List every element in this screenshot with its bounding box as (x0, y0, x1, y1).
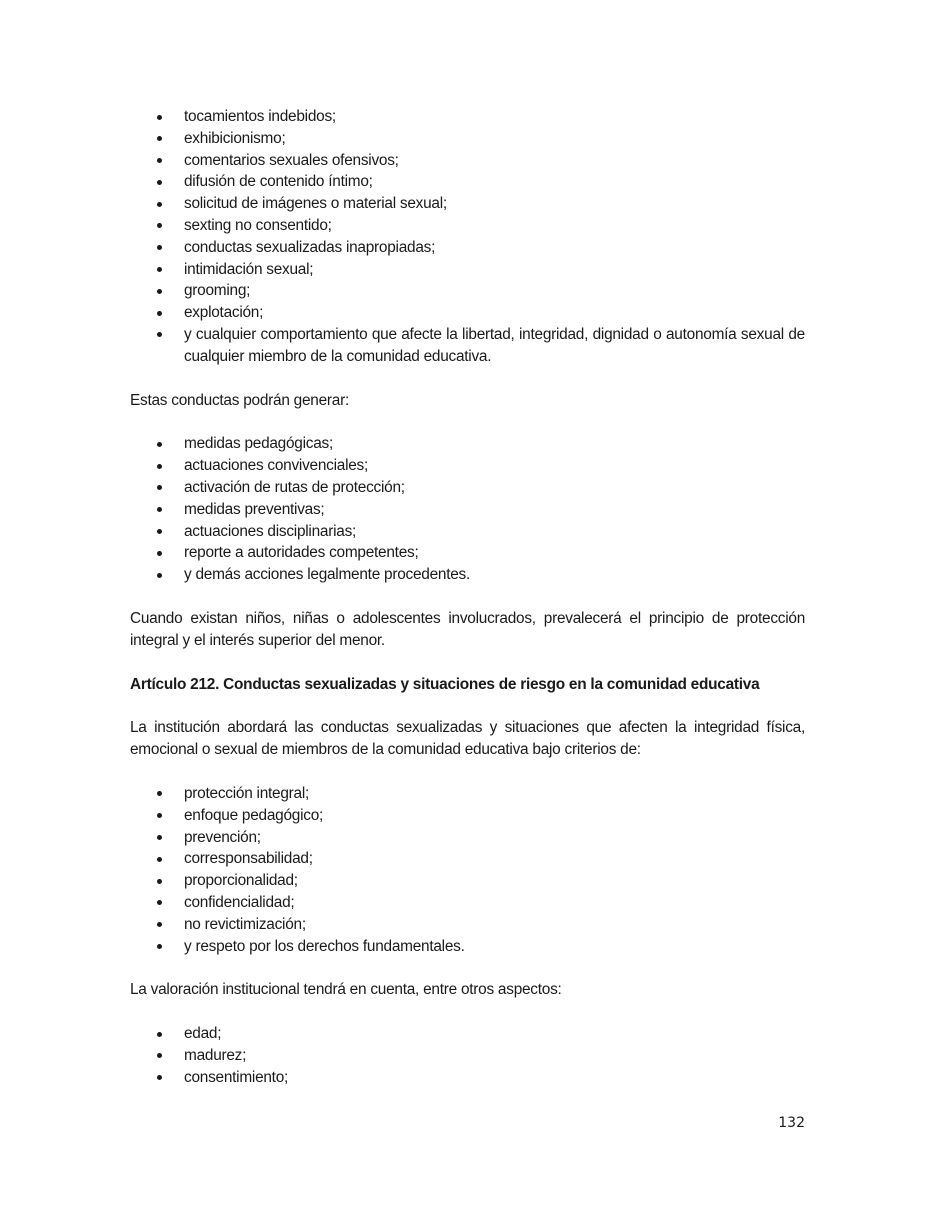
paragraph: Cuando existan niños, niñas o adolescentes involucrados, prevalecerá el principio de protección integral y el interés superior del menor. (130, 609, 805, 649)
list-item: edad; (130, 1023, 805, 1045)
aspects-list (130, 1023, 805, 1088)
criteria-list (130, 783, 805, 957)
conduct-list (130, 106, 805, 368)
list-item: explotación; (130, 302, 805, 324)
list-item: comentarios sexuales ofensivos; (130, 150, 805, 172)
list-item: medidas preventivas; (130, 499, 805, 521)
list-item: conductas sexualizadas inapropiadas; (130, 237, 805, 259)
list-item: actuaciones convivenciales; (130, 455, 805, 477)
page-number: 132 (778, 1115, 805, 1131)
list-item: proporcionalidad; (130, 870, 805, 892)
list-item: difusión de contenido íntimo; (130, 171, 805, 193)
list-item: exhibicionismo; (130, 128, 805, 150)
list-item: corresponsabilidad; (130, 848, 805, 870)
page-content (130, 106, 805, 1088)
list-item: actuaciones disciplinarias; (130, 521, 805, 543)
article-heading: Artículo 212. Conductas sexualizadas y situaciones de riesgo en la comunidad educativa (130, 675, 760, 693)
list-item: y respeto por los derechos fundamentales. (130, 936, 805, 958)
list-item: sexting no consentido; (130, 215, 805, 237)
list-item: prevención; (130, 827, 805, 849)
list-item: grooming; (130, 280, 805, 302)
measures-list (130, 433, 805, 586)
paragraph: Estas conductas podrán generar: (130, 391, 349, 409)
paragraph: La institución abordará las conductas sexualizadas y situaciones que afecten la integridad física, emocional o sexual de miembros de la comunidad educativa bajo criterios de: (130, 719, 805, 759)
paragraph: La valoración institucional tendrá en cuenta, entre otros aspectos: (130, 981, 562, 999)
list-item: solicitud de imágenes o material sexual; (130, 193, 805, 215)
list-item: enfoque pedagógico; (130, 805, 805, 827)
list-item: confidencialidad; (130, 892, 805, 914)
list-item: y cualquier comportamiento que afecte la libertad, integridad, dignidad o autonomía sexual de cualquier miembro de la comunidad educativa. (130, 324, 805, 368)
list-item: y demás acciones legalmente procedentes. (130, 564, 805, 586)
list-item: no revictimización; (130, 914, 805, 936)
list-item: reporte a autoridades competentes; (130, 542, 805, 564)
list-item: intimidación sexual; (130, 259, 805, 281)
list-item: tocamientos indebidos; (130, 106, 805, 128)
list-item: protección integral; (130, 783, 805, 805)
list-item: activación de rutas de protección; (130, 477, 805, 499)
list-item: medidas pedagógicas; (130, 433, 805, 455)
list-item: consentimiento; (130, 1067, 805, 1089)
list-item: madurez; (130, 1045, 805, 1067)
